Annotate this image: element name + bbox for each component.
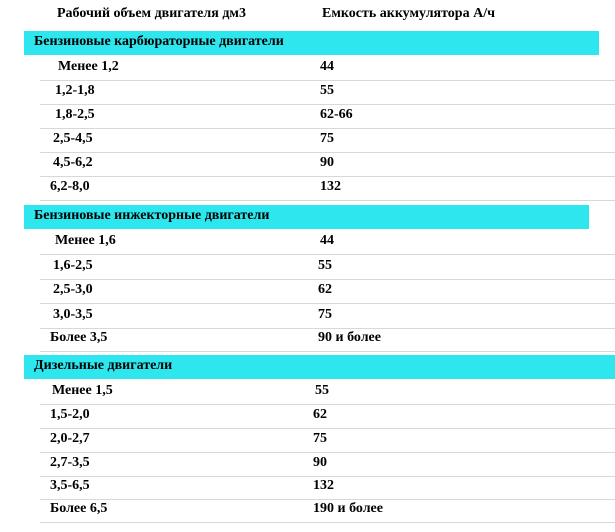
table-row <box>40 380 615 405</box>
table-row <box>40 176 615 201</box>
capacity-cell: 75 <box>320 131 334 146</box>
table-row <box>40 498 615 523</box>
section-header-injector <box>24 205 589 229</box>
table-row <box>40 255 615 280</box>
volume-cell: Более 6,5 <box>50 501 108 516</box>
table-row <box>40 428 615 453</box>
capacity-cell: 190 и более <box>313 501 383 516</box>
capacity-cell: 55 <box>320 83 334 98</box>
capacity-cell: 44 <box>320 59 334 74</box>
table-row <box>40 128 615 153</box>
table-header <box>0 6 615 26</box>
volume-column-header: Рабочий объем двигателя дм3 <box>57 6 246 21</box>
capacity-cell: 62 <box>318 282 332 297</box>
capacity-column-header: Емкость аккумулятора А/ч <box>322 6 495 21</box>
table-row <box>40 152 615 177</box>
capacity-cell: 132 <box>313 478 334 493</box>
volume-cell: 1,8-2,5 <box>55 107 95 122</box>
volume-cell: 1,2-1,8 <box>55 83 95 98</box>
volume-cell: 2,5-3,0 <box>53 282 93 297</box>
section-header-carburetor <box>24 31 599 55</box>
capacity-cell: 90 и более <box>318 330 381 345</box>
table-row <box>40 104 615 129</box>
capacity-cell: 44 <box>320 233 334 248</box>
capacity-cell: 90 <box>313 455 327 470</box>
volume-cell: 1,5-2,0 <box>50 407 90 422</box>
capacity-cell: 75 <box>313 431 327 446</box>
capacity-cell: 55 <box>318 258 332 273</box>
volume-cell: Менее 1,2 <box>58 59 119 74</box>
table-row <box>40 80 615 105</box>
table-row <box>40 304 615 329</box>
table-row <box>40 56 615 81</box>
table-row <box>40 230 615 255</box>
capacity-cell: 62-66 <box>320 107 353 122</box>
capacity-cell: 55 <box>315 383 329 398</box>
capacity-cell: 62 <box>313 407 327 422</box>
table-row <box>40 279 615 304</box>
table-row <box>40 475 615 500</box>
section-header-diesel <box>24 355 615 379</box>
section-title: Бензиновые карбюраторные двигатели <box>34 34 284 49</box>
volume-cell: 1,6-2,5 <box>53 258 93 273</box>
table-row <box>40 452 615 477</box>
volume-cell: 2,5-4,5 <box>53 131 93 146</box>
volume-cell: 2,0-2,7 <box>50 431 90 446</box>
volume-cell: 4,5-6,2 <box>53 155 93 170</box>
table-row <box>40 404 615 429</box>
capacity-cell: 75 <box>318 307 332 322</box>
volume-cell: 3,5-6,5 <box>50 478 90 493</box>
volume-cell: Менее 1,5 <box>52 383 113 398</box>
table-row <box>40 327 615 352</box>
section-title: Бензиновые инжекторные двигатели <box>34 208 270 223</box>
volume-cell: 2,7-3,5 <box>50 455 90 470</box>
capacity-cell: 132 <box>320 179 341 194</box>
volume-cell: 3,0-3,5 <box>53 307 93 322</box>
section-title: Дизельные двигатели <box>34 358 173 373</box>
volume-cell: Менее 1,6 <box>55 233 116 248</box>
capacity-cell: 90 <box>320 155 334 170</box>
volume-cell: Более 3,5 <box>50 330 108 345</box>
volume-cell: 6,2-8,0 <box>50 179 90 194</box>
